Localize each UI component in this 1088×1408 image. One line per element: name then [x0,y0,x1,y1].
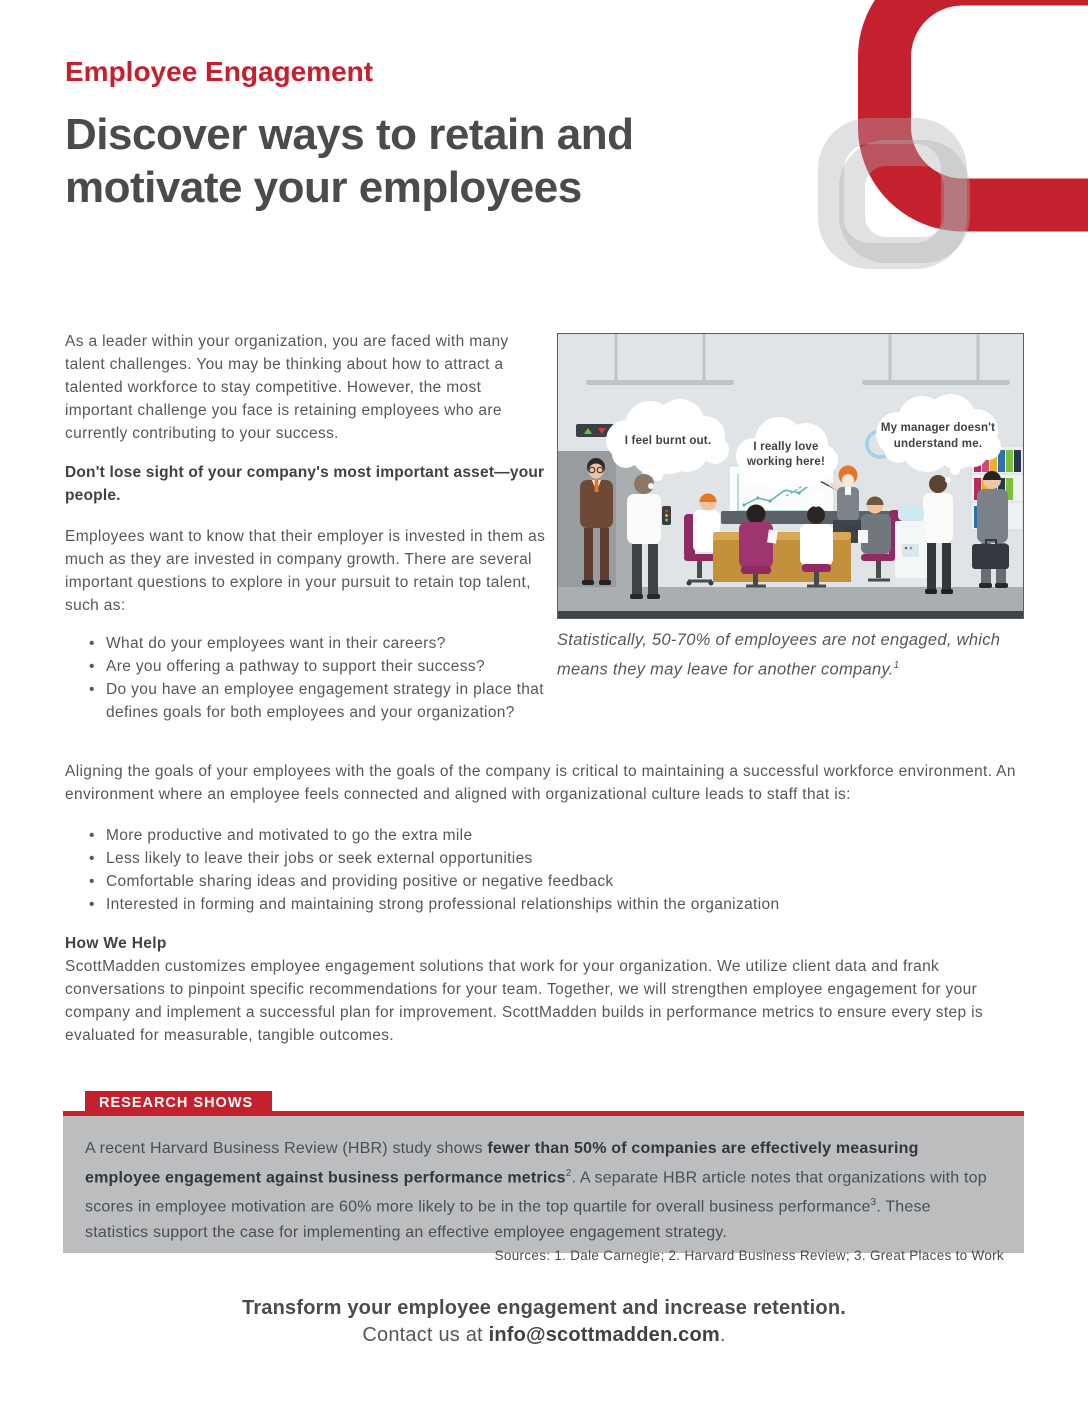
floor-shadow-strip [558,611,1023,618]
alignment-paragraph: Aligning the goals of your employees with the goals of the company is critical to maintaining a successful workforce environment. An environment where an employee feels connected and aligned with organizational culture leads to staff that is: [65,763,1016,803]
intro-subhead: Don't lose sight of your company's most important asset—your people. [65,464,545,504]
intro-paragraph-1: As a leader within your organization, you are faced with many talent challenges. You may be thinking about how to attract a talented workforce to stay competitive. However, the most important challenge you face is retaining employees who are currently contributing to your success. [65,333,509,442]
footnote-ref-3: 3 [870,1197,877,1209]
office-scene-svg [558,334,1023,618]
how-we-help-heading: How We Help [65,935,167,952]
water-cooler [895,506,927,586]
footer-headline: Transform your employee engagement and increase retention. [242,1297,846,1319]
bullet-item: • What do your employees want in their careers? [89,632,553,655]
footer-contact-line: Contact us at info@scottmadden.com. [362,1324,726,1346]
bullet-item: • More productive and motivated to go the extra mile [89,824,1024,847]
eyebrow-heading: Employee Engagement [65,56,374,87]
bullet-item: • Comfortable sharing ideas and providing positive or negative feedback [89,870,1024,893]
bullet-item: • Do you have an employee engagement strategy in place that defines goals for both employees and your organization? [89,678,553,724]
bullet-item: • Interested in forming and maintaining strong professional relationships within the organization [89,893,1024,916]
bubble-text-burnt-out: I feel burnt out. [624,435,712,447]
bubble-text-love-1: I really love [753,441,819,453]
intro-bullet-list [65,632,553,724]
bullet-item: • Less likely to leave their jobs or seek external opportunities [89,847,1024,870]
bullet-item: • Are you offering a pathway to support their success? [89,655,553,678]
logo-red-ring [885,0,1088,205]
footnote-ref-2: 2 [565,1168,572,1179]
briefcase-icon [972,544,1009,569]
research-shows-tab: RESEARCH SHOWS [85,1091,272,1116]
conference-table [713,526,861,582]
page-title: Discover ways to retain and motivate your employees [65,110,634,212]
contact-email-link[interactable]: info@scottmadden.com [488,1324,720,1346]
bubble-text-manager-1: My manager doesn't [880,422,996,434]
research-box [63,1116,1024,1263]
alignment-section [65,760,1024,1047]
orange-tie [595,480,599,492]
intro-paragraph-2: Employees want to know that their employer is invested in them as much as they are invested in company growth. There are several important questions to explore in your pursuit to retain top talent, such as: [65,528,546,614]
scottmadden-logo-mark [800,0,1088,300]
research-paragraph: A recent Harvard Business Review (HBR) study shows fewer than 50% of companies are effectively measuring employee engagement against business performance metrics$^2$. A separate HBR article notes that organizations with top scores in employee motivation are 60% more likely to be in the top quartile for overall business performance$^3$. These statistics support the case for implementing an effective employee engagement strategy. [85,1140,987,1241]
office-illustration [557,333,1024,619]
intro-column [65,330,553,724]
how-we-help-paragraph: ScottMadden customizes employee engagement solutions that work for your organization. We utilize client data and frank conversations to pinpoint specific recommendations for your team. Together, we will strengthen employee engagement for your company and implement a successful plan for improvement. ScottMadden builds in performance metrics to ensure every step is evaluated for measurable, tangible outcomes. [65,958,983,1044]
footer-cta [0,1296,1088,1348]
bubble-text-manager-2: understand me. [893,438,983,450]
footnote-ref-1: 1 [893,660,900,671]
bubble-text-love-2: working here! [746,456,826,468]
figure-caption: Statistically, 50-70% of employees are not engaged, which means they may leave for another company.$^1$ [557,631,1001,679]
sources-line: Sources: 1. Dale Carnegie; 2. Harvard Business Review; 3. Great Places to Work [494,1248,1004,1263]
alignment-bullet-list [65,824,1024,916]
ceiling-light-right [862,380,1010,385]
ceiling-light-left [586,380,734,385]
